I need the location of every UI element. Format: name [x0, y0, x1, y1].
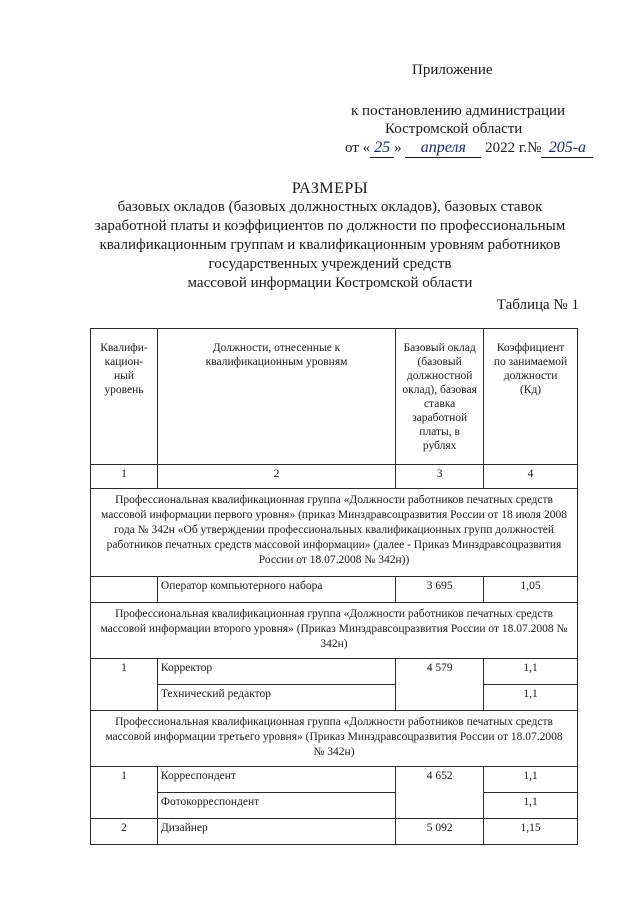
header-salary: Базовый оклад (базовый должностной оклад), базовая ставка заработной платы, в рублях	[396, 329, 484, 465]
date-month: апреля	[405, 139, 481, 158]
heading-subtitle-2: заработной платы и коэффициентов по должности по профессиональным	[94, 218, 566, 234]
group-row	[91, 489, 578, 577]
header-coefficient: Коэффициент по занимаемой должности (Кд)	[484, 329, 578, 465]
salary-cell: 4 579	[396, 659, 484, 711]
table-row	[91, 767, 578, 793]
salary-cell: 3 695	[396, 577, 484, 603]
table-row	[91, 819, 578, 845]
position-cell: Фотокорреспондент	[157, 793, 395, 819]
column-number: 3	[396, 465, 484, 489]
date-year: 2022 г.	[485, 140, 528, 156]
doc-number: 205-а	[541, 139, 593, 158]
coef-cell: 1,05	[484, 577, 578, 603]
salary-table	[90, 328, 578, 845]
appendix-line-2: Костромской области	[385, 121, 523, 137]
heading-subtitle-3: квалификационным группам и квалификационным уровням работников	[99, 237, 561, 253]
position-cell: Корректор	[157, 659, 395, 685]
heading-subtitle-5: массовой информации Костромской области	[187, 275, 473, 291]
group-2-title: Профессиональная квалификационная группа «Должности работников печатных средств массовой информации второго уровня» (Приказ Минздравсоцразвития России от 18.07.2008 № 342н)	[91, 603, 578, 659]
position-cell: Корреспондент	[157, 767, 395, 793]
column-numbers-row	[91, 465, 578, 489]
heading-subtitle-4: государственных учреждений средств	[208, 256, 452, 272]
date-prefix: от «	[345, 140, 371, 156]
level-cell	[91, 577, 158, 603]
table-row	[91, 685, 578, 711]
heading-subtitle-1: базовых окладов (базовых должностных окладов), базовых ставок	[117, 199, 543, 215]
table-row	[91, 793, 578, 819]
group-row	[91, 711, 578, 767]
heading-title: РАЗМЕРЫ	[291, 180, 369, 197]
salary-cell: 5 092	[396, 819, 484, 845]
position-cell: Дизайнер	[157, 819, 395, 845]
date-day: 25	[370, 139, 394, 158]
group-1-title: Профессиональная квалификационная группа «Должности работников печатных средств массовой информации первого уровня» (приказ Минздравсоцразвития России от 18 июля 2008 года № 342н «Об утверждении профессиональных квалификационных групп должностей работников печатных средств массовой информации» (далее - Приказ Минздравсоцразвития России от 18.07.2008 № 342н))	[91, 489, 578, 577]
document-heading	[60, 180, 600, 293]
level-cell: 2	[91, 819, 158, 845]
level-cell: 1	[91, 659, 158, 711]
header-level: Квалифи- кацион- ный уровень	[91, 329, 158, 465]
group-3-title: Профессиональная квалификационная группа «Должности работников печатных средств массовой информации третьего уровня» (Приказ Минздравсоцразвития России от 18.07.2008 № 342н)	[91, 711, 578, 767]
coef-cell: 1,1	[484, 685, 578, 711]
position-cell: Оператор компьютерного набора	[157, 577, 395, 603]
number-prefix: №	[527, 140, 542, 156]
appendix-date-line	[345, 139, 593, 158]
appendix-title: Приложение	[412, 62, 493, 78]
table-row	[91, 577, 578, 603]
coef-cell: 1,1	[484, 793, 578, 819]
coef-cell: 1,15	[484, 819, 578, 845]
group-row	[91, 603, 578, 659]
table-row	[91, 659, 578, 685]
table-number: Таблица № 1	[496, 297, 579, 313]
coef-cell: 1,1	[484, 767, 578, 793]
table-header-row	[91, 329, 578, 465]
column-number: 1	[91, 465, 158, 489]
position-cell: Технический редактор	[157, 685, 395, 711]
column-number: 4	[484, 465, 578, 489]
salary-cell: 4 652	[396, 767, 484, 819]
level-cell: 1	[91, 767, 158, 819]
header-positions: Должности, отнесенные к квалификационным уровням	[157, 329, 395, 465]
appendix-line-1: к постановлению администрации	[351, 103, 566, 119]
coef-cell: 1,1	[484, 659, 578, 685]
date-mid: »	[394, 140, 402, 156]
column-number: 2	[157, 465, 395, 489]
